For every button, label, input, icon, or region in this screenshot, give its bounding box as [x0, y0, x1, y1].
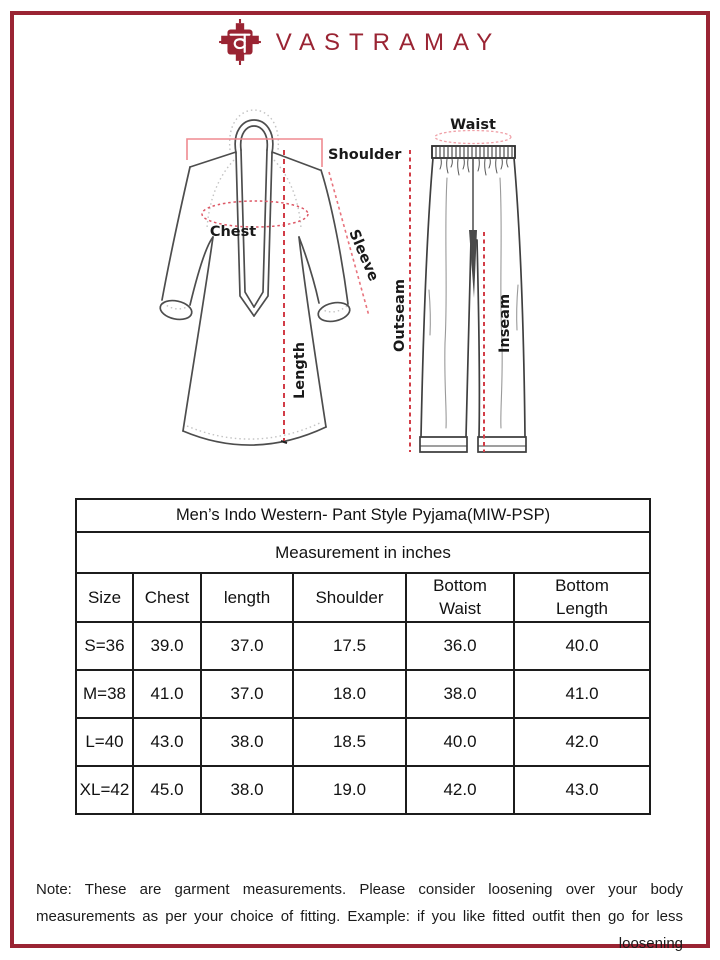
sleeve-label: Sleeve: [345, 227, 382, 284]
table-row-xl: [76, 766, 650, 814]
cell-length: 37.0: [201, 670, 293, 718]
table-subtitle-row: [76, 532, 650, 573]
table-row-m: [76, 670, 650, 718]
cell-chest: 41.0: [133, 670, 201, 718]
cell-size: S=36: [76, 622, 133, 670]
cell-length: 37.0: [201, 622, 293, 670]
col-header-chest: Chest: [133, 573, 201, 622]
table-title: Men’s Indo Western- Pant Style Pyjama(MIW-PSP): [76, 499, 650, 532]
col-header-bottom-waist: Bottom Waist: [406, 573, 514, 622]
table-subtitle: Measurement in inches: [76, 532, 650, 573]
table-row-l: [76, 718, 650, 766]
cell-shoulder: 18.0: [293, 670, 406, 718]
pyjama-diagram: [392, 117, 526, 452]
cell-bottom-length: 42.0: [514, 718, 650, 766]
cell-bottom-waist: 38.0: [406, 670, 514, 718]
col-header-shoulder: Shoulder: [293, 573, 406, 622]
cell-chest: 39.0: [133, 622, 201, 670]
cell-chest: 43.0: [133, 718, 201, 766]
size-chart-table: [75, 498, 651, 815]
cell-bottom-length: 40.0: [514, 622, 650, 670]
outseam-label: Outseam: [392, 279, 408, 352]
table-header-row: [76, 573, 650, 622]
col-header-length: length: [201, 573, 293, 622]
cell-bottom-length: 41.0: [514, 670, 650, 718]
col-header-bottom-length: Bottom Length: [514, 573, 650, 622]
cell-size: L=40: [76, 718, 133, 766]
cell-shoulder: 18.5: [293, 718, 406, 766]
cell-shoulder: 17.5: [293, 622, 406, 670]
cell-shoulder: 19.0: [293, 766, 406, 814]
col-header-size: Size: [76, 573, 133, 622]
table-title-row: [76, 499, 650, 532]
note-text: Note: These are garment measurements. Please consider loosening over your body measurements as per your choice of fitting. Example: if you like fitted outfit then go for less loosening: [36, 881, 683, 952]
kurta-stitch-lines: [163, 110, 347, 439]
inseam-label: Inseam: [497, 293, 513, 353]
table-row-s: [76, 622, 650, 670]
cell-bottom-waist: 42.0: [406, 766, 514, 814]
cell-bottom-waist: 36.0: [406, 622, 514, 670]
chest-label: Chest: [209, 224, 257, 240]
cell-length: 38.0: [201, 718, 293, 766]
waist-label: Waist: [450, 117, 496, 133]
cell-chest: 45.0: [133, 766, 201, 814]
cell-length: 38.0: [201, 766, 293, 814]
shoulder-label: Shoulder: [328, 147, 402, 163]
brand-name: VASTRAMAY: [275, 29, 502, 56]
cell-bottom-length: 43.0: [514, 766, 650, 814]
kurta-outline: [158, 120, 351, 445]
cell-size: XL=42: [76, 766, 133, 814]
length-label: Length: [292, 341, 308, 399]
cell-size: M=38: [76, 670, 133, 718]
cell-bottom-waist: 40.0: [406, 718, 514, 766]
kurta-diagram: [158, 110, 402, 445]
